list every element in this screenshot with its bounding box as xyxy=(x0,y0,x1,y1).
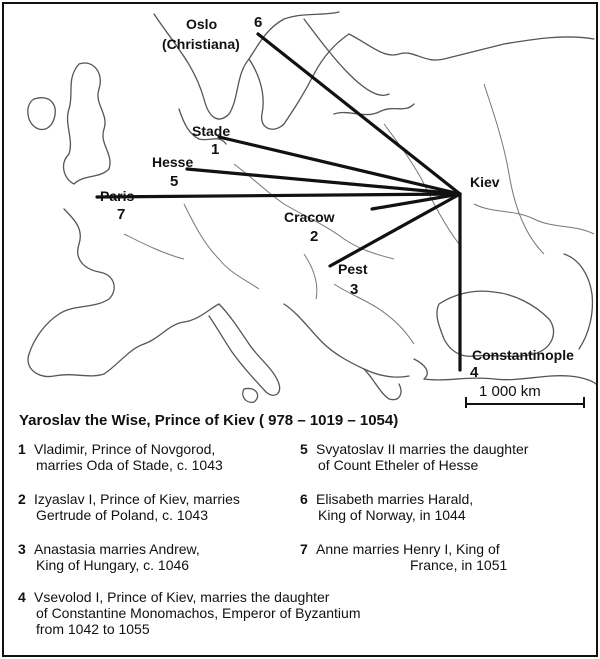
map-caption: Yaroslav the Wise, Prince of Kiev ( 978 – 1019 – 1054) xyxy=(19,412,399,429)
legend-item-2: 2 Izyaslav I, Prince of Kiev, marries Gertrude of Poland, c. 1043 xyxy=(18,491,240,523)
label-stade: Stade xyxy=(192,123,231,139)
number-4: 4 xyxy=(470,364,479,381)
coastlines xyxy=(28,12,596,402)
map-figure xyxy=(2,2,598,657)
legend-item-3: 3 Anastasia marries Andrew, King of Hungary, c. 1046 xyxy=(18,541,200,573)
legend-item-1: 1 Vladimir, Prince of Novgorod, marries Oda of Stade, c. 1043 xyxy=(18,441,223,473)
legend-left xyxy=(18,441,361,651)
label-pest: Pest xyxy=(338,261,368,277)
routes xyxy=(97,34,460,370)
legend-item-5: 5 Svyatoslav II marries the daughter of Count Etheler of Hesse xyxy=(300,441,529,473)
number-3: 3 xyxy=(350,281,359,298)
label-hesse: Hesse xyxy=(152,154,194,170)
legend-item-4: 4 Vsevolod I, Prince of Kiev, marries the daughter of Constantine Monomachos, Emperor of Byzantium from 1042 to 1055 xyxy=(18,589,361,637)
label-kiev: Kiev xyxy=(470,174,500,190)
route-paris xyxy=(97,194,460,197)
label-christiana: (Christiana) xyxy=(162,36,240,52)
legend-right xyxy=(300,441,590,591)
legend-item-7: 7 Anne marries Henry I, King of France, in 1051 xyxy=(300,541,508,573)
label-constantinople: Constantinople xyxy=(472,347,574,363)
number-7: 7 xyxy=(117,206,126,223)
number-2: 2 xyxy=(310,228,319,245)
number-5: 5 xyxy=(170,173,179,190)
scale-label: 1 000 km xyxy=(479,383,541,400)
legend-item-6: 6 Elisabeth marries Harald, King of Norway, in 1044 xyxy=(300,491,474,523)
number-1: 1 xyxy=(211,141,220,158)
route-hesse xyxy=(187,169,460,194)
label-oslo: Oslo xyxy=(186,16,218,32)
number-6: 6 xyxy=(254,14,263,31)
scale-bar xyxy=(466,383,584,408)
label-cracow: Cracow xyxy=(284,209,335,225)
label-paris: Paris xyxy=(100,188,135,204)
